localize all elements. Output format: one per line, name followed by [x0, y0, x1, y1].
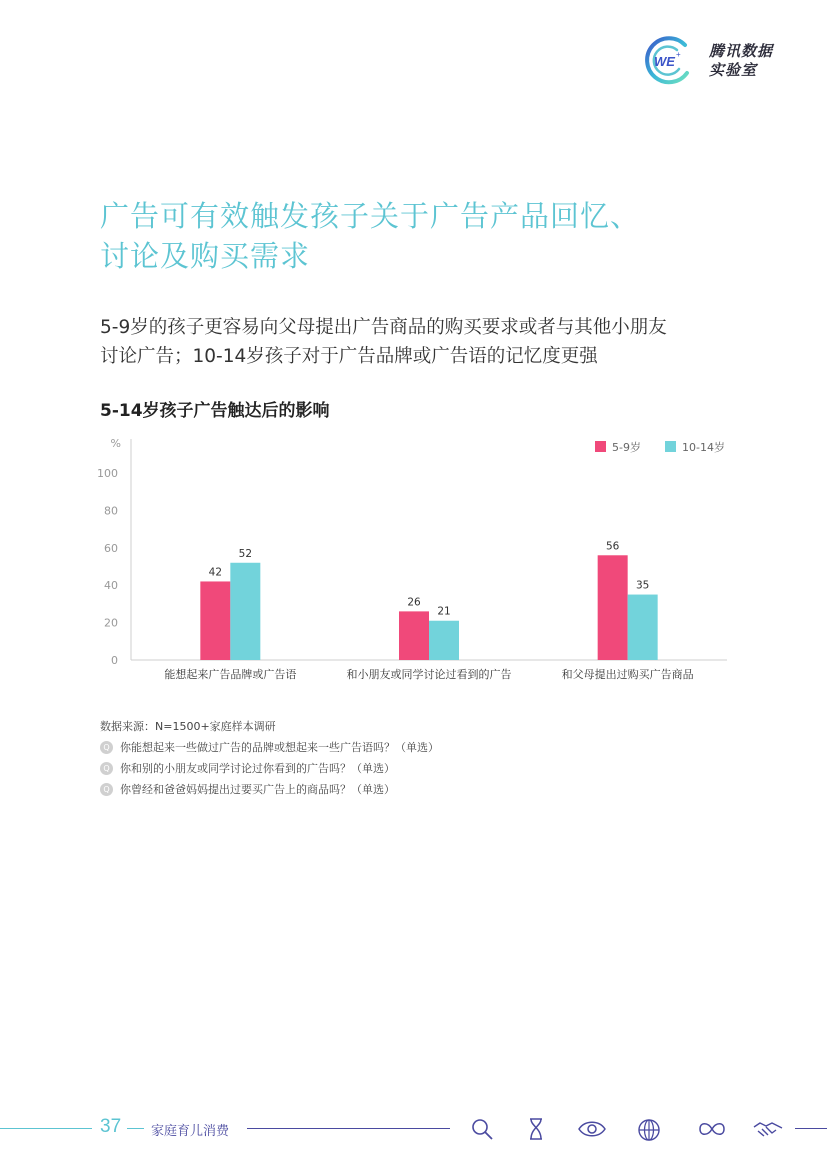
handshake-icon — [752, 1117, 784, 1141]
bar — [429, 621, 459, 660]
subtitle-line-2: 讨论广告；10-14岁孩子对于广告品牌或广告语的记忆度更强 — [100, 346, 598, 367]
bar-value-label: 56 — [605, 540, 620, 553]
legend-label: 10-14岁 — [682, 441, 725, 454]
search-icon — [470, 1117, 494, 1141]
y-tick-label: 20 — [104, 616, 118, 630]
footer-divider — [247, 1128, 450, 1129]
svg-text:+: + — [676, 50, 681, 59]
bar — [230, 563, 260, 660]
logo-line-1: 腾讯数据 — [709, 42, 774, 60]
bar — [399, 611, 429, 660]
chart-title: 5-14岁孩子广告触达后的影响 — [100, 401, 330, 421]
bar — [628, 595, 658, 660]
page-title-line-2: 讨论及购买需求 — [100, 239, 311, 273]
question-note — [100, 779, 439, 800]
x-tick-label: 和小朋友或同学讨论过看到的广告 — [346, 668, 512, 681]
y-tick-label: 80 — [104, 504, 118, 518]
footer-divider — [0, 1128, 92, 1129]
hourglass-icon — [527, 1117, 545, 1141]
y-tick-label: 100 — [97, 467, 118, 480]
footer-divider — [127, 1128, 144, 1129]
bar — [598, 555, 628, 660]
infinity-icon — [697, 1117, 727, 1141]
brand-logo — [643, 33, 783, 93]
svg-text:WE: WE — [654, 54, 675, 69]
bar-value-label: 35 — [635, 579, 650, 592]
question-text: 你和别的小朋友或同学讨论过你看到的广告吗？（单选） — [120, 762, 395, 775]
bar-value-label: 52 — [238, 547, 253, 560]
page-title — [100, 196, 720, 276]
y-tick-label: 40 — [104, 579, 118, 593]
we-logo-icon — [643, 33, 693, 89]
legend-swatch — [665, 441, 676, 452]
bar-value-label: 42 — [208, 566, 223, 579]
legend-swatch — [595, 441, 606, 452]
bar-chart — [0, 420, 827, 690]
data-source-note: 数据来源：N=1500+家庭样本调研 — [100, 720, 276, 733]
question-text: 你曾经和爸爸妈妈提出过要买广告上的商品吗？（单选） — [120, 783, 395, 796]
bar-value-label: 26 — [407, 596, 421, 609]
question-badge-icon: Q — [100, 762, 113, 775]
x-tick-label: 和父母提出过购买广告商品 — [561, 668, 694, 681]
bar-value-label: 21 — [437, 605, 451, 618]
x-tick-label: 能想起来广告品牌或广告语 — [164, 668, 297, 681]
question-note — [100, 737, 439, 758]
question-badge-icon: Q — [100, 783, 113, 796]
footer-divider — [795, 1128, 827, 1129]
question-badge-icon: Q — [100, 741, 113, 754]
legend-label: 5-9岁 — [612, 441, 641, 454]
footer-section-label: 家庭育儿消费 — [151, 1124, 230, 1139]
y-axis-unit-label: % — [110, 437, 121, 450]
notes — [100, 716, 439, 800]
y-tick-label: 60 — [104, 541, 118, 555]
logo-line-2: 实验室 — [709, 61, 758, 79]
eye-icon — [577, 1117, 607, 1141]
question-note — [100, 758, 439, 779]
bar — [200, 581, 230, 660]
page-subtitle — [100, 313, 740, 371]
y-tick-label: 0 — [111, 654, 118, 667]
page-number: 37 — [100, 1116, 122, 1137]
page-footer — [0, 1110, 827, 1150]
globe-icon — [636, 1117, 662, 1143]
page-title-line-1: 广告可有效触发孩子关于广告产品回忆、 — [100, 199, 641, 233]
subtitle-line-1: 5-9岁的孩子更容易向父母提出广告商品的购买要求或者与其他小朋友 — [100, 317, 667, 338]
question-text: 你能想起来一些做过广告的品牌或想起来一些广告语吗？（单选） — [120, 741, 439, 754]
